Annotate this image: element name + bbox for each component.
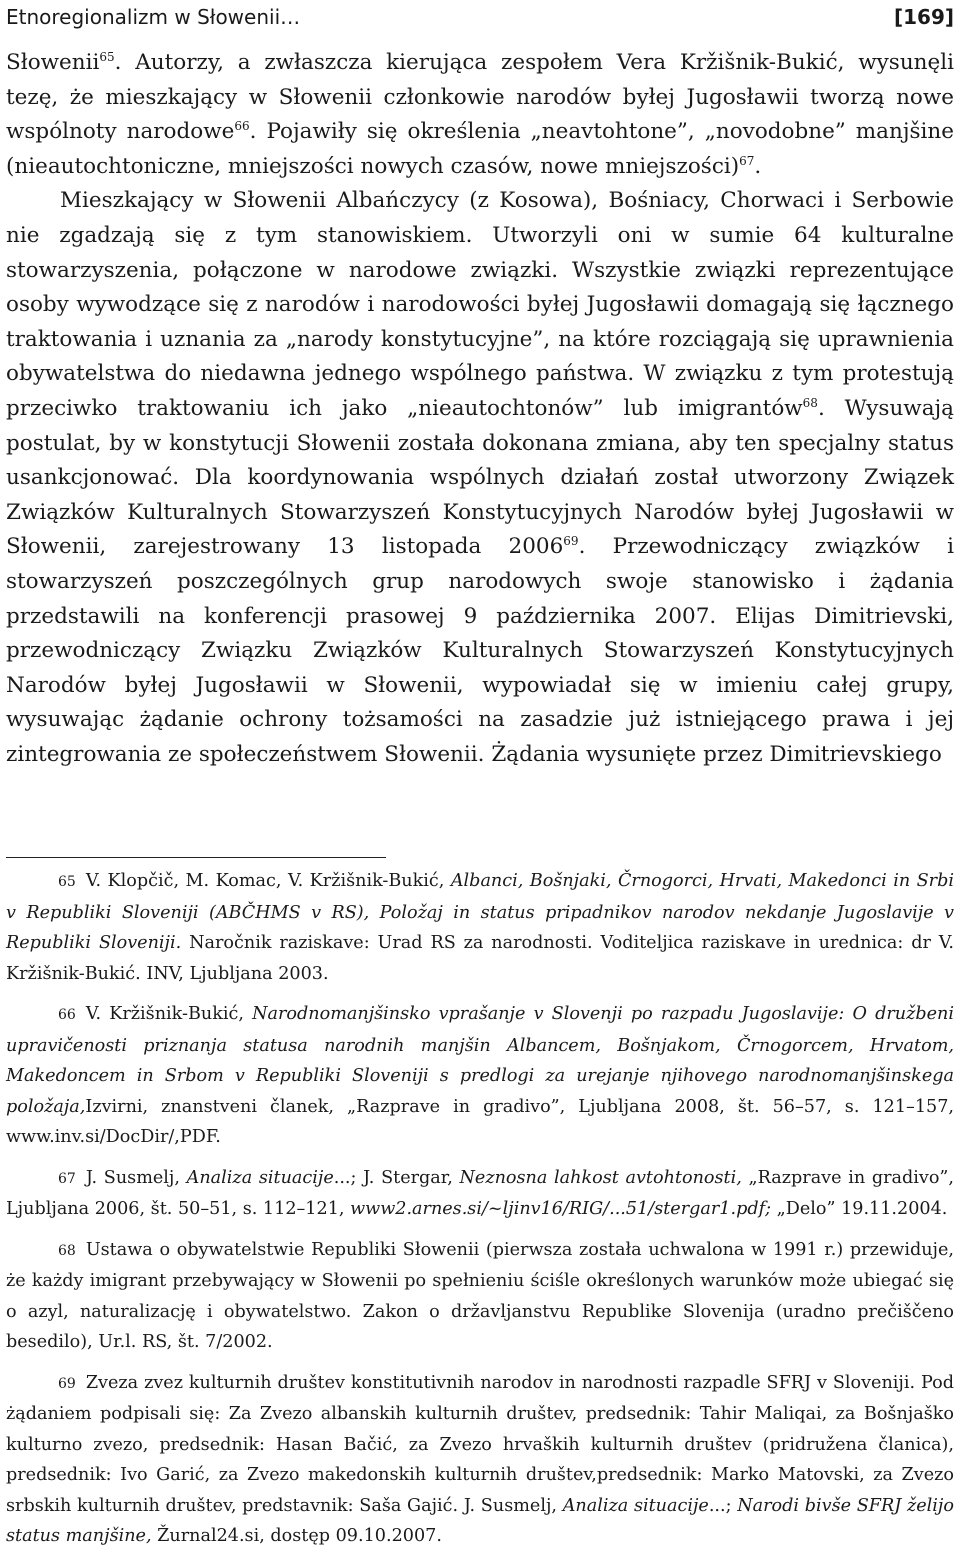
footnote-ref-69[interactable]: 69 [563, 534, 579, 549]
text-run: V. Klopčič, M. Komac, V. Kržišnik-Bukić, [85, 871, 451, 891]
footnote-ref-68[interactable]: 68 [802, 395, 818, 410]
paragraph-2 [6, 184, 954, 772]
text-run: „Delo” 19.11.2004. [771, 1199, 948, 1219]
italic-title: Narodi bivše SFRJ želijo status manjšine, [6, 1495, 954, 1546]
page-number: [169] [893, 5, 954, 29]
footnotes [6, 866, 954, 1562]
paragraph-1 [6, 46, 954, 184]
italic-title: Narodnomanjšinsko vprašanje v Slovenji po razpadu Jugoslavije: O družbeni upravičenosti priznanja statusa narodnih manjšin Albancem, Bošnjakom, Črnogorcem, Hrvatom, Makedoncem in Srbom v Republiki Sloveniji s predlogi za urejanje njihovego narodnomanjšinskega položaja, [6, 1004, 955, 1117]
text-run: ...; [708, 1495, 738, 1516]
text-run: „Razprave in gradivo”, Ljubljana 2006, št. 50–51, s. 112–121, [6, 1167, 954, 1219]
footnote-66 [6, 999, 954, 1153]
text-run: ...; J. Stergar, [333, 1167, 460, 1188]
footnote-67 [6, 1163, 954, 1225]
text-run: Izvirni, znanstveni članek, „Razprave in gradivo”, Ljubljana 2008, št. 56–57, s. 121–157, www.inv.si/DocDir/,PDF. [6, 1096, 954, 1147]
italic-title: Analiza situacije [186, 1167, 334, 1188]
italic-title: Albanci, Bošnjaki, Črnogorci, Hrvati, Makedonci in Srbi v Republiki Sloveniji (ABČHMS v RS), Položaj in status pripadnikov narodov nekdanje Jugoslavije v Republiki Sloveniji. [6, 871, 954, 953]
text-run: J. Susmelj, [85, 1167, 187, 1188]
text-run: . Pojawiły się określenia „neavtohtone”, „novodobne” manjšine (nieautochtoniczne, mniejszości nowych czasów, nowe mniejszości) [6, 119, 954, 179]
footnote-ref-66[interactable]: 66 [234, 119, 250, 134]
italic-link: www2.arnes.si/~ljinv16/RIG/...51/stergar1.pdf; [350, 1199, 772, 1219]
footnote-number: 67 [58, 1170, 76, 1187]
text-run: Zveza zvez kulturnih društev konstitutivnih narodov in narodnosti razpadle SFRJ v Sloveniji. Pod żądaniem podpisali się: Za Zvezo albanskih kulturnih društev, predsednik: Tahir Maliqai, za Bošnjaško kulturno zvezo, predsednik: Hasan Bačić, za Zvezo hrvaških kulturnih društev (pridružena članica), predsednik: Ivo Garić, za Zvezo makedonskih kulturnih društev,predsednik: Marko Matovski, za Zvezo srbskih kulturnih društev, predstavnik: Saša Gajić. J. Susmelj, [6, 1372, 954, 1516]
running-header [6, 0, 954, 34]
text-run: . [754, 153, 762, 179]
text-run: Mieszkający w Słowenii Albańczycy (z Kosowa), Bośniacy, Chorwaci i Serbowie nie zgadzają się z tym stanowiskiem. Utworzyli oni w sumie 64 kulturalne stowarzyszenia, połączone w narodowe związki. Wszystkie związki reprezentujące osoby wywodzące się z narodów i narodowości byłej Jugosławii domagają się łącznego traktowania i uznania za „narody konstytucyjne”, na które rozciągają się uprawnienia obywatelstwa do niedawna jednego wspólnego państwa. W związku z tym protestują przeciwko traktowaniu ich jako „nieautochtonów” lub imigrantów [6, 188, 954, 421]
running-title: Etnoregionalizm w Słowenii… [6, 5, 301, 29]
footnote-ref-67[interactable]: 67 [739, 153, 755, 168]
italic-title: Neznosna lahkost avtohtonosti, [459, 1167, 742, 1188]
text-run: Žurnal24.si, dostęp 09.10.2007. [151, 1526, 442, 1546]
text-run: V. Kržišnik-Bukić, [85, 1004, 253, 1024]
footnote-68 [6, 1235, 954, 1358]
footnote-65 [6, 866, 954, 989]
text-run: . Przewodniczący związków i stowarzyszeń poszczególnych grup narodowych swoje stanowisko i żądania przedstawili na konferencji prasowej 9 października 2007. Elijas Dimitrievski, przewodniczący Związku Związków Kulturalnych Stowarzyszeń Konstytucyjnych Narodów byłej Jugosławii w Słowenii, wypowiadał się w imieniu całej grupy, wysuwając żądanie ochrony tożsamości na zasadzie już istniejącego prawa i jej zintegrowania ze społeczeństwem Słowenii. Żądania wysunięte przez Dimitrievskiego [6, 534, 955, 767]
text-run: Naročnik raziskave: Urad RS za narodnosti. Voditeljica raziskave in urednica: dr V. Kržišnik-Bukić. INV, Ljubljana 2003. [6, 933, 954, 984]
main-text [6, 46, 954, 772]
footnote-separator [6, 857, 386, 858]
text-run: Słowenii [6, 50, 100, 75]
footnote-number: 65 [58, 874, 76, 890]
text-run: . Autorzy, a zwłaszcza kierująca zespołem Vera Kržišnik-Bukić, wysunęli tezę, że mieszkający w Słowenii członkowie narodów byłej Jugosławii tworzą nowe wspólnoty narodowe [6, 50, 954, 145]
footnote-number: 66 [58, 1007, 76, 1023]
footnote-number: 69 [58, 1375, 76, 1392]
footnote-69 [6, 1368, 954, 1552]
footnote-number: 68 [58, 1242, 76, 1259]
italic-title: Analiza situacije [562, 1495, 709, 1516]
text-run: . Wysuwają postulat, by w konstytucji Słowenii została dokonana zmiana, aby ten specjalny status usankcjonować. Dla koordynowania wspólnych działań został utworzony Związek Związków Kulturalnych Stowarzyszeń Konstytucyjnych Narodów byłej Jugosławii w Słowenii, zarejestrowany 13 listopada 2006 [6, 395, 954, 560]
footnote-ref-65[interactable]: 65 [99, 49, 115, 64]
text-run: Ustawa o obywatelstwie Republiki Słowenii (pierwsza została uchwalona w 1991 r.) przewiduje, że każdy imigrant przebywający w Słowenii po spełnieniu ściśle określonych warunków może ubiegać się o azyl, naturalizację i obywatelstwo. Zakon o državljanstvu Republike Slovenija (uradno prečiščeno besedilo), Ur.l. RS, št. 7/2002. [6, 1239, 954, 1352]
